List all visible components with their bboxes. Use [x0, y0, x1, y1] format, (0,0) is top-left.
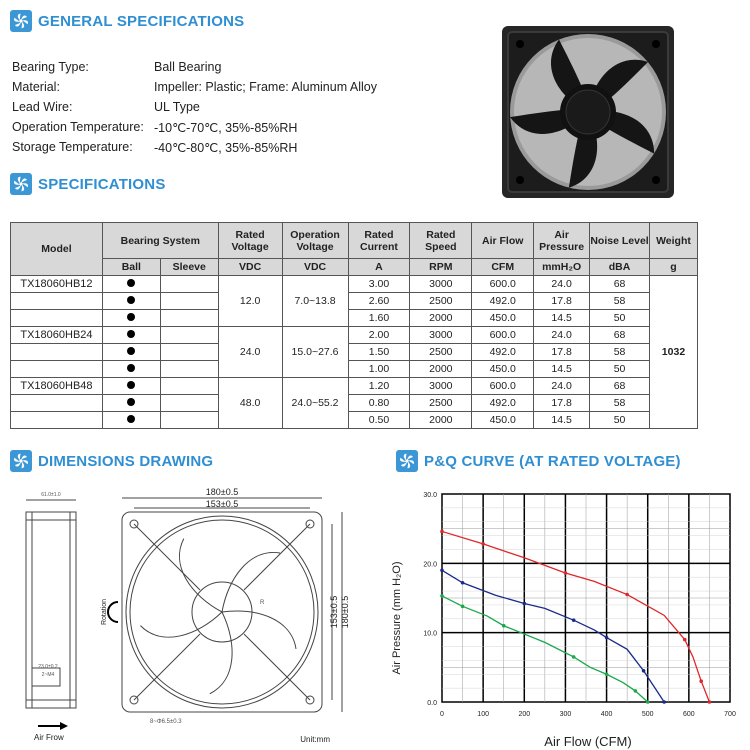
x-tick-label: 100 [477, 711, 489, 718]
fan-logo-icon [10, 173, 32, 195]
chart-ylabel: Air Pressure (mm H₂O) [391, 561, 403, 675]
ball-cell [102, 344, 160, 361]
general-spec-value: -10℃-70℃, 35%-85%RH [154, 120, 298, 135]
dim-top1: 180±0.5 [205, 487, 239, 497]
section-title: DIMENSIONS DRAWING [38, 452, 214, 470]
dim-hole: 8~Φ6.5±0.3 [150, 719, 182, 725]
general-spec-value: Impeller: Plastic; Frame: Aluminum Alloy [154, 80, 377, 94]
y-tick-label: 0.0 [427, 700, 437, 707]
table-row [11, 327, 698, 344]
general-spec-label: Lead Wire: [12, 100, 73, 114]
general-spec-value: Ball Bearing [154, 60, 222, 74]
general-spec-label: Storage Temperature: [12, 140, 133, 154]
th-air-pressure: Air Pressure [534, 223, 590, 259]
rated-voltage-cell: 12.0 [218, 276, 282, 327]
pressure-cell: 17.8 [534, 293, 590, 310]
th-unit-rv: VDC [218, 259, 282, 276]
spec-table [10, 222, 698, 429]
model-spacer-cell [11, 395, 103, 412]
th-model: Model [11, 223, 103, 276]
bullet-dot-icon [127, 279, 135, 287]
general-spec-label: Material: [12, 80, 60, 94]
sleeve-cell [160, 395, 218, 412]
table-row [11, 344, 698, 361]
operation-voltage-cell: 24.0~55.2 [282, 378, 348, 429]
speed-cell: 2500 [410, 293, 472, 310]
series-point [461, 605, 465, 609]
th-unit-noise: dBA [590, 259, 650, 276]
series-point [522, 602, 526, 606]
noise-cell: 50 [590, 310, 650, 327]
th-noise: Noise Level [590, 223, 650, 259]
speed-cell: 3000 [410, 378, 472, 395]
series-point [481, 542, 485, 546]
speed-cell: 3000 [410, 276, 472, 293]
bullet-dot-icon [127, 330, 135, 338]
general-spec-row [12, 117, 377, 137]
th-air-flow: Air Flow [472, 223, 534, 259]
th-sleeve: Sleeve [160, 259, 218, 276]
x-tick-label: 600 [683, 711, 695, 718]
noise-cell: 50 [590, 412, 650, 429]
dimensions-drawing [10, 478, 380, 748]
model-spacer-cell [11, 310, 103, 327]
noise-cell: 68 [590, 378, 650, 395]
sleeve-cell [160, 310, 218, 327]
bullet-dot-icon [127, 415, 135, 423]
table-row [11, 361, 698, 378]
series-point [440, 530, 444, 534]
current-cell: 2.00 [348, 327, 410, 344]
sleeve-cell [160, 327, 218, 344]
th-unit-pressure: mmH₂O [534, 259, 590, 276]
series-point [605, 672, 609, 676]
series-line [442, 531, 709, 702]
th-rated-speed: Rated Speed [410, 223, 472, 259]
th-unit-weight: g [649, 259, 697, 276]
table-row [11, 412, 698, 429]
fan-logo-icon [396, 450, 418, 472]
th-rated-voltage: Rated Voltage [218, 223, 282, 259]
flow-cell: 450.0 [472, 412, 534, 429]
general-spec-list [12, 57, 377, 157]
x-tick-label: 0 [440, 711, 444, 718]
current-cell: 0.50 [348, 412, 410, 429]
series-point [572, 618, 576, 622]
bullet-dot-icon [127, 347, 135, 355]
fan-logo-icon [10, 450, 32, 472]
pressure-cell: 17.8 [534, 344, 590, 361]
flow-cell: 600.0 [472, 378, 534, 395]
bullet-dot-icon [127, 364, 135, 372]
noise-cell: 68 [590, 276, 650, 293]
ball-cell [102, 310, 160, 327]
th-weight: Weight [649, 223, 697, 259]
flow-cell: 492.0 [472, 293, 534, 310]
dim-side-width: 61.0±1.0 [41, 492, 61, 498]
airflow-arrowhead-icon [60, 722, 68, 730]
bullet-dot-icon [127, 398, 135, 406]
operation-voltage-cell: 15.0~27.6 [282, 327, 348, 378]
dim-airflow-label: Air Frow [34, 733, 64, 742]
table-row [11, 378, 698, 395]
current-cell: 3.00 [348, 276, 410, 293]
current-cell: 1.00 [348, 361, 410, 378]
general-spec-row [12, 57, 377, 77]
section-title: P&Q CURVE (AT RATED VOLTAGE) [424, 452, 681, 470]
rotation-arrow-icon [108, 602, 118, 622]
series-point [502, 624, 506, 628]
table-row [11, 395, 698, 412]
series-point [572, 655, 576, 659]
dim-unit: Unit:mm [300, 735, 330, 744]
rated-voltage-cell: 48.0 [218, 378, 282, 429]
th-rated-current: Rated Current [348, 223, 410, 259]
flow-cell: 450.0 [472, 310, 534, 327]
x-tick-label: 500 [641, 711, 654, 718]
section-title: GENERAL SPECIFICATIONS [38, 12, 245, 30]
speed-cell: 2500 [410, 344, 472, 361]
section-title: SPECIFICATIONS [38, 175, 166, 193]
table-row [11, 276, 698, 293]
current-cell: 2.60 [348, 293, 410, 310]
x-tick-label: 200 [518, 711, 531, 718]
pressure-cell: 14.5 [534, 310, 590, 327]
speed-cell: 2500 [410, 395, 472, 412]
speed-cell: 2000 [410, 310, 472, 327]
ball-cell [102, 327, 160, 344]
series-point [634, 689, 638, 693]
pressure-cell: 14.5 [534, 361, 590, 378]
th-unit-speed: RPM [410, 259, 472, 276]
ball-cell [102, 412, 160, 429]
y-tick-label: 10.0 [423, 630, 437, 638]
dim-side-small1: 23.0±0.2 [38, 664, 58, 670]
ball-cell [102, 361, 160, 378]
y-tick-label: 30.0 [423, 492, 437, 499]
weight-cell: 1032 [649, 276, 697, 429]
pq-chart [390, 478, 745, 750]
flow-cell: 450.0 [472, 361, 534, 378]
series-point [699, 679, 703, 683]
series-point [440, 568, 444, 572]
dimensions-header [10, 450, 213, 472]
sleeve-cell [160, 276, 218, 293]
ball-cell [102, 276, 160, 293]
dim-r-mark: R [260, 600, 265, 606]
th-operation-voltage: Operation Voltage [282, 223, 348, 259]
model-cell: TX18060HB24 [11, 327, 103, 344]
model-cell: TX18060HB48 [11, 378, 103, 395]
th-ball: Ball [102, 259, 160, 276]
series-point [605, 636, 609, 640]
general-spec-header [10, 10, 244, 32]
ball-cell [102, 293, 160, 310]
series-point [564, 571, 568, 575]
dim-top2: 153±0.5 [205, 499, 239, 509]
dim-right2: 180±0.5 [340, 595, 350, 629]
series-line [442, 570, 664, 702]
pressure-cell: 24.0 [534, 327, 590, 344]
series-point [461, 581, 465, 585]
dim-right1: 153±0.5 [329, 595, 339, 629]
noise-cell: 58 [590, 395, 650, 412]
th-bearing: Bearing System [102, 223, 218, 259]
pressure-cell: 24.0 [534, 378, 590, 395]
x-tick-label: 400 [600, 711, 613, 718]
th-unit-ov: VDC [282, 259, 348, 276]
x-tick-label: 300 [559, 711, 572, 718]
pressure-cell: 24.0 [534, 276, 590, 293]
sleeve-cell [160, 378, 218, 395]
series-point [662, 700, 666, 704]
flow-cell: 600.0 [472, 276, 534, 293]
model-spacer-cell [11, 293, 103, 310]
pressure-cell: 17.8 [534, 395, 590, 412]
speed-cell: 2000 [410, 361, 472, 378]
speed-cell: 2000 [410, 412, 472, 429]
th-unit-current: A [348, 259, 410, 276]
pq-header [396, 450, 681, 472]
fan-photo [498, 22, 678, 202]
model-spacer-cell [11, 344, 103, 361]
ball-cell [102, 395, 160, 412]
noise-cell: 68 [590, 327, 650, 344]
operation-voltage-cell: 7.0~13.8 [282, 276, 348, 327]
general-spec-label: Operation Temperature: [12, 120, 144, 134]
general-spec-value: -40℃-80℃, 35%-85%RH [154, 140, 298, 155]
speed-cell: 3000 [410, 327, 472, 344]
series-point [625, 593, 629, 597]
ball-cell [102, 378, 160, 395]
flow-cell: 492.0 [472, 395, 534, 412]
spec-header [10, 173, 166, 195]
series-point [642, 669, 646, 673]
model-spacer-cell [11, 361, 103, 378]
sleeve-cell [160, 293, 218, 310]
series-point [646, 700, 650, 704]
series-point [683, 638, 687, 642]
current-cell: 0.80 [348, 395, 410, 412]
model-spacer-cell [11, 412, 103, 429]
flow-cell: 492.0 [472, 344, 534, 361]
y-tick-label: 20.0 [423, 561, 437, 569]
bullet-dot-icon [127, 381, 135, 389]
noise-cell: 58 [590, 293, 650, 310]
sleeve-cell [160, 361, 218, 378]
fan-logo-icon [10, 10, 32, 32]
th-unit-flow: CFM [472, 259, 534, 276]
general-spec-row [12, 137, 377, 157]
series-point [440, 594, 444, 598]
pressure-cell: 14.5 [534, 412, 590, 429]
general-spec-row [12, 97, 377, 117]
noise-cell: 58 [590, 344, 650, 361]
model-cell: TX18060HB12 [11, 276, 103, 293]
x-tick-label: 700 [724, 711, 736, 718]
dim-side-small2: 2~M4 [41, 672, 55, 678]
series-point [708, 700, 712, 704]
rated-voltage-cell: 24.0 [218, 327, 282, 378]
sleeve-cell [160, 412, 218, 429]
current-cell: 1.20 [348, 378, 410, 395]
table-row [11, 310, 698, 327]
general-spec-value: UL Type [154, 100, 200, 114]
sleeve-cell [160, 344, 218, 361]
bullet-dot-icon [127, 296, 135, 304]
current-cell: 1.50 [348, 344, 410, 361]
chart-xlabel: Air Flow (CFM) [544, 734, 632, 749]
noise-cell: 50 [590, 361, 650, 378]
current-cell: 1.60 [348, 310, 410, 327]
dim-rotation-label: Rotation [101, 598, 108, 626]
general-spec-row [12, 77, 377, 97]
bullet-dot-icon [127, 313, 135, 321]
table-row [11, 293, 698, 310]
general-spec-label: Bearing Type: [12, 60, 89, 74]
flow-cell: 600.0 [472, 327, 534, 344]
